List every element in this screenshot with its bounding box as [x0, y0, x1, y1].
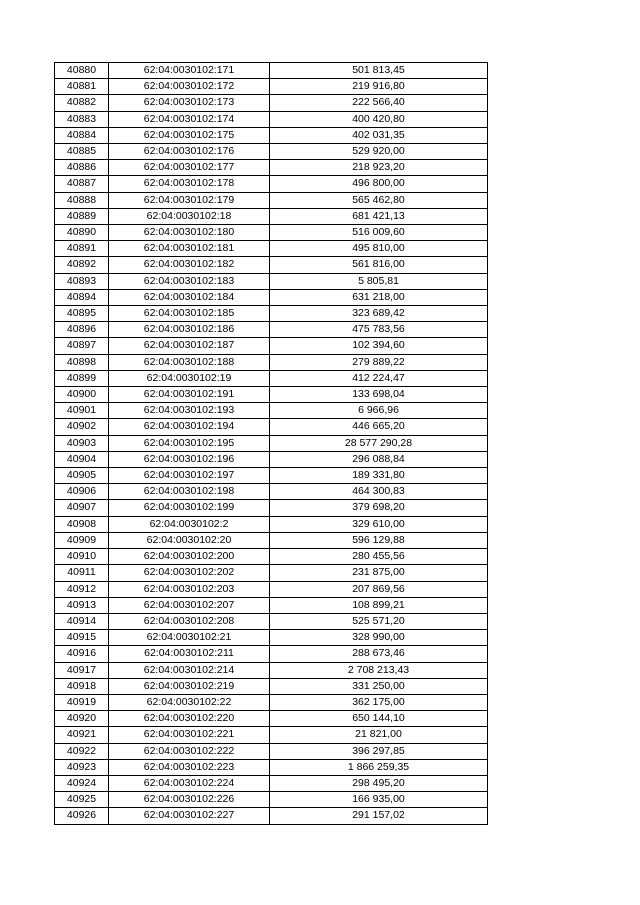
table-row — [55, 775, 488, 791]
table-row — [55, 468, 488, 484]
row-number-cell: 40902 — [55, 419, 109, 435]
value-cell: 291 157,02 — [270, 808, 488, 824]
table-row — [55, 532, 488, 548]
cadastral-number-cell: 62:04:0030102:220 — [109, 711, 270, 727]
row-number-cell: 40915 — [55, 630, 109, 646]
cadastral-number-cell: 62:04:0030102:203 — [109, 581, 270, 597]
value-cell: 396 297,85 — [270, 743, 488, 759]
row-number-cell: 40889 — [55, 208, 109, 224]
cadastral-number-cell: 62:04:0030102:222 — [109, 743, 270, 759]
row-number-cell: 40884 — [55, 127, 109, 143]
table-row — [55, 694, 488, 710]
cadastral-number-cell: 62:04:0030102:200 — [109, 549, 270, 565]
cadastral-number-cell: 62:04:0030102:199 — [109, 500, 270, 516]
cadastral-number-cell: 62:04:0030102:227 — [109, 808, 270, 824]
table-row — [55, 176, 488, 192]
value-cell: 166 935,00 — [270, 792, 488, 808]
value-cell: 280 455,56 — [270, 549, 488, 565]
cadastral-number-cell: 62:04:0030102:196 — [109, 451, 270, 467]
table-row — [55, 127, 488, 143]
row-number-cell: 40921 — [55, 727, 109, 743]
value-cell: 496 800,00 — [270, 176, 488, 192]
cadastral-number-cell: 62:04:0030102:177 — [109, 160, 270, 176]
cadastral-number-cell: 62:04:0030102:195 — [109, 435, 270, 451]
table-row — [55, 792, 488, 808]
table-row — [55, 630, 488, 646]
row-number-cell: 40890 — [55, 225, 109, 241]
table-row — [55, 419, 488, 435]
table-row — [55, 144, 488, 160]
cadastral-number-cell: 62:04:0030102:173 — [109, 95, 270, 111]
table-row — [55, 63, 488, 79]
row-number-cell: 40898 — [55, 354, 109, 370]
value-cell: 231 875,00 — [270, 565, 488, 581]
table-row — [55, 225, 488, 241]
table-row — [55, 597, 488, 613]
table-row — [55, 435, 488, 451]
value-cell: 362 175,00 — [270, 694, 488, 710]
row-number-cell: 40917 — [55, 662, 109, 678]
row-number-cell: 40914 — [55, 613, 109, 629]
row-number-cell: 40910 — [55, 549, 109, 565]
value-cell: 133 698,04 — [270, 387, 488, 403]
value-cell: 222 566,40 — [270, 95, 488, 111]
value-cell: 501 813,45 — [270, 63, 488, 79]
row-number-cell: 40926 — [55, 808, 109, 824]
cadastral-number-cell: 62:04:0030102:21 — [109, 630, 270, 646]
table-row — [55, 549, 488, 565]
row-number-cell: 40918 — [55, 678, 109, 694]
row-number-cell: 40908 — [55, 516, 109, 532]
row-number-cell: 40905 — [55, 468, 109, 484]
value-cell: 525 571,20 — [270, 613, 488, 629]
cadastral-number-cell: 62:04:0030102:224 — [109, 775, 270, 791]
cadastral-number-cell: 62:04:0030102:19 — [109, 370, 270, 386]
cadastral-number-cell: 62:04:0030102:208 — [109, 613, 270, 629]
value-cell: 561 816,00 — [270, 257, 488, 273]
table-row — [55, 484, 488, 500]
table-row — [55, 743, 488, 759]
table-row — [55, 387, 488, 403]
value-cell: 681 421,13 — [270, 208, 488, 224]
value-cell: 529 920,00 — [270, 144, 488, 160]
value-cell: 5 805,81 — [270, 273, 488, 289]
row-number-cell: 40906 — [55, 484, 109, 500]
row-number-cell: 40894 — [55, 289, 109, 305]
value-cell: 28 577 290,28 — [270, 435, 488, 451]
value-cell: 402 031,35 — [270, 127, 488, 143]
cadastral-number-cell: 62:04:0030102:184 — [109, 289, 270, 305]
value-cell: 288 673,46 — [270, 646, 488, 662]
cadastral-number-cell: 62:04:0030102:191 — [109, 387, 270, 403]
value-cell: 475 783,56 — [270, 322, 488, 338]
value-cell: 631 218,00 — [270, 289, 488, 305]
table-row — [55, 662, 488, 678]
value-cell: 329 610,00 — [270, 516, 488, 532]
row-number-cell: 40896 — [55, 322, 109, 338]
row-number-cell: 40885 — [55, 144, 109, 160]
value-cell: 2 708 213,43 — [270, 662, 488, 678]
row-number-cell: 40912 — [55, 581, 109, 597]
value-cell: 21 821,00 — [270, 727, 488, 743]
row-number-cell: 40883 — [55, 111, 109, 127]
table-row — [55, 306, 488, 322]
table-row — [55, 613, 488, 629]
table-row — [55, 759, 488, 775]
cadastral-number-cell: 62:04:0030102:174 — [109, 111, 270, 127]
row-number-cell: 40899 — [55, 370, 109, 386]
value-cell: 328 990,00 — [270, 630, 488, 646]
table-row — [55, 646, 488, 662]
row-number-cell: 40907 — [55, 500, 109, 516]
value-cell: 219 916,80 — [270, 79, 488, 95]
value-cell: 207 869,56 — [270, 581, 488, 597]
value-cell: 412 224,47 — [270, 370, 488, 386]
row-number-cell: 40901 — [55, 403, 109, 419]
cadastral-number-cell: 62:04:0030102:198 — [109, 484, 270, 500]
cadastral-number-cell: 62:04:0030102:187 — [109, 338, 270, 354]
value-cell: 108 899,21 — [270, 597, 488, 613]
cadastral-number-cell: 62:04:0030102:186 — [109, 322, 270, 338]
value-cell: 379 698,20 — [270, 500, 488, 516]
table-row — [55, 711, 488, 727]
row-number-cell: 40913 — [55, 597, 109, 613]
cadastral-number-cell: 62:04:0030102:197 — [109, 468, 270, 484]
value-cell: 6 966,96 — [270, 403, 488, 419]
cadastral-number-cell: 62:04:0030102:181 — [109, 241, 270, 257]
row-number-cell: 40923 — [55, 759, 109, 775]
cadastral-number-cell: 62:04:0030102:175 — [109, 127, 270, 143]
table-row — [55, 581, 488, 597]
cadastral-value-table — [54, 62, 488, 825]
value-cell: 323 689,42 — [270, 306, 488, 322]
row-number-cell: 40924 — [55, 775, 109, 791]
cadastral-number-cell: 62:04:0030102:194 — [109, 419, 270, 435]
table-row — [55, 111, 488, 127]
cadastral-number-cell: 62:04:0030102:171 — [109, 63, 270, 79]
row-number-cell: 40911 — [55, 565, 109, 581]
row-number-cell: 40881 — [55, 79, 109, 95]
cadastral-number-cell: 62:04:0030102:18 — [109, 208, 270, 224]
table-row — [55, 241, 488, 257]
cadastral-number-cell: 62:04:0030102:2 — [109, 516, 270, 532]
cadastral-number-cell: 62:04:0030102:207 — [109, 597, 270, 613]
table-body — [55, 63, 488, 825]
row-number-cell: 40919 — [55, 694, 109, 710]
cadastral-number-cell: 62:04:0030102:172 — [109, 79, 270, 95]
table-row — [55, 727, 488, 743]
row-number-cell: 40887 — [55, 176, 109, 192]
table-row — [55, 451, 488, 467]
row-number-cell: 40880 — [55, 63, 109, 79]
row-number-cell: 40886 — [55, 160, 109, 176]
cadastral-number-cell: 62:04:0030102:221 — [109, 727, 270, 743]
row-number-cell: 40904 — [55, 451, 109, 467]
table-row — [55, 500, 488, 516]
row-number-cell: 40897 — [55, 338, 109, 354]
table-row — [55, 808, 488, 824]
table-row — [55, 257, 488, 273]
table-row — [55, 516, 488, 532]
value-cell: 495 810,00 — [270, 241, 488, 257]
value-cell: 298 495,20 — [270, 775, 488, 791]
cadastral-number-cell: 62:04:0030102:214 — [109, 662, 270, 678]
row-number-cell: 40892 — [55, 257, 109, 273]
row-number-cell: 40891 — [55, 241, 109, 257]
cadastral-number-cell: 62:04:0030102:178 — [109, 176, 270, 192]
value-cell: 650 144,10 — [270, 711, 488, 727]
value-cell: 400 420,80 — [270, 111, 488, 127]
value-cell: 218 923,20 — [270, 160, 488, 176]
cadastral-number-cell: 62:04:0030102:179 — [109, 192, 270, 208]
cadastral-number-cell: 62:04:0030102:185 — [109, 306, 270, 322]
table-row — [55, 79, 488, 95]
table-row — [55, 370, 488, 386]
value-cell: 279 889,22 — [270, 354, 488, 370]
row-number-cell: 40888 — [55, 192, 109, 208]
row-number-cell: 40900 — [55, 387, 109, 403]
value-cell: 296 088,84 — [270, 451, 488, 467]
table-row — [55, 289, 488, 305]
table-row — [55, 565, 488, 581]
cadastral-number-cell: 62:04:0030102:211 — [109, 646, 270, 662]
table-row — [55, 95, 488, 111]
table-row — [55, 273, 488, 289]
row-number-cell: 40925 — [55, 792, 109, 808]
table-row — [55, 322, 488, 338]
value-cell: 464 300,83 — [270, 484, 488, 500]
table-row — [55, 192, 488, 208]
value-cell: 596 129,88 — [270, 532, 488, 548]
value-cell: 565 462,80 — [270, 192, 488, 208]
cadastral-number-cell: 62:04:0030102:20 — [109, 532, 270, 548]
value-cell: 446 665,20 — [270, 419, 488, 435]
row-number-cell: 40895 — [55, 306, 109, 322]
cadastral-number-cell: 62:04:0030102:182 — [109, 257, 270, 273]
cadastral-number-cell: 62:04:0030102:202 — [109, 565, 270, 581]
cadastral-number-cell: 62:04:0030102:193 — [109, 403, 270, 419]
cadastral-number-cell: 62:04:0030102:176 — [109, 144, 270, 160]
cadastral-number-cell: 62:04:0030102:226 — [109, 792, 270, 808]
cadastral-number-cell: 62:04:0030102:188 — [109, 354, 270, 370]
value-cell: 102 394,60 — [270, 338, 488, 354]
row-number-cell: 40920 — [55, 711, 109, 727]
row-number-cell: 40882 — [55, 95, 109, 111]
cadastral-number-cell: 62:04:0030102:180 — [109, 225, 270, 241]
table-row — [55, 160, 488, 176]
row-number-cell: 40893 — [55, 273, 109, 289]
table-row — [55, 208, 488, 224]
row-number-cell: 40922 — [55, 743, 109, 759]
value-cell: 331 250,00 — [270, 678, 488, 694]
value-cell: 189 331,80 — [270, 468, 488, 484]
table-row — [55, 678, 488, 694]
row-number-cell: 40916 — [55, 646, 109, 662]
cadastral-number-cell: 62:04:0030102:219 — [109, 678, 270, 694]
table-row — [55, 338, 488, 354]
cadastral-number-cell: 62:04:0030102:183 — [109, 273, 270, 289]
cadastral-number-cell: 62:04:0030102:22 — [109, 694, 270, 710]
value-cell: 1 866 259,35 — [270, 759, 488, 775]
row-number-cell: 40909 — [55, 532, 109, 548]
table-row — [55, 403, 488, 419]
cadastral-number-cell: 62:04:0030102:223 — [109, 759, 270, 775]
table-row — [55, 354, 488, 370]
row-number-cell: 40903 — [55, 435, 109, 451]
value-cell: 516 009,60 — [270, 225, 488, 241]
